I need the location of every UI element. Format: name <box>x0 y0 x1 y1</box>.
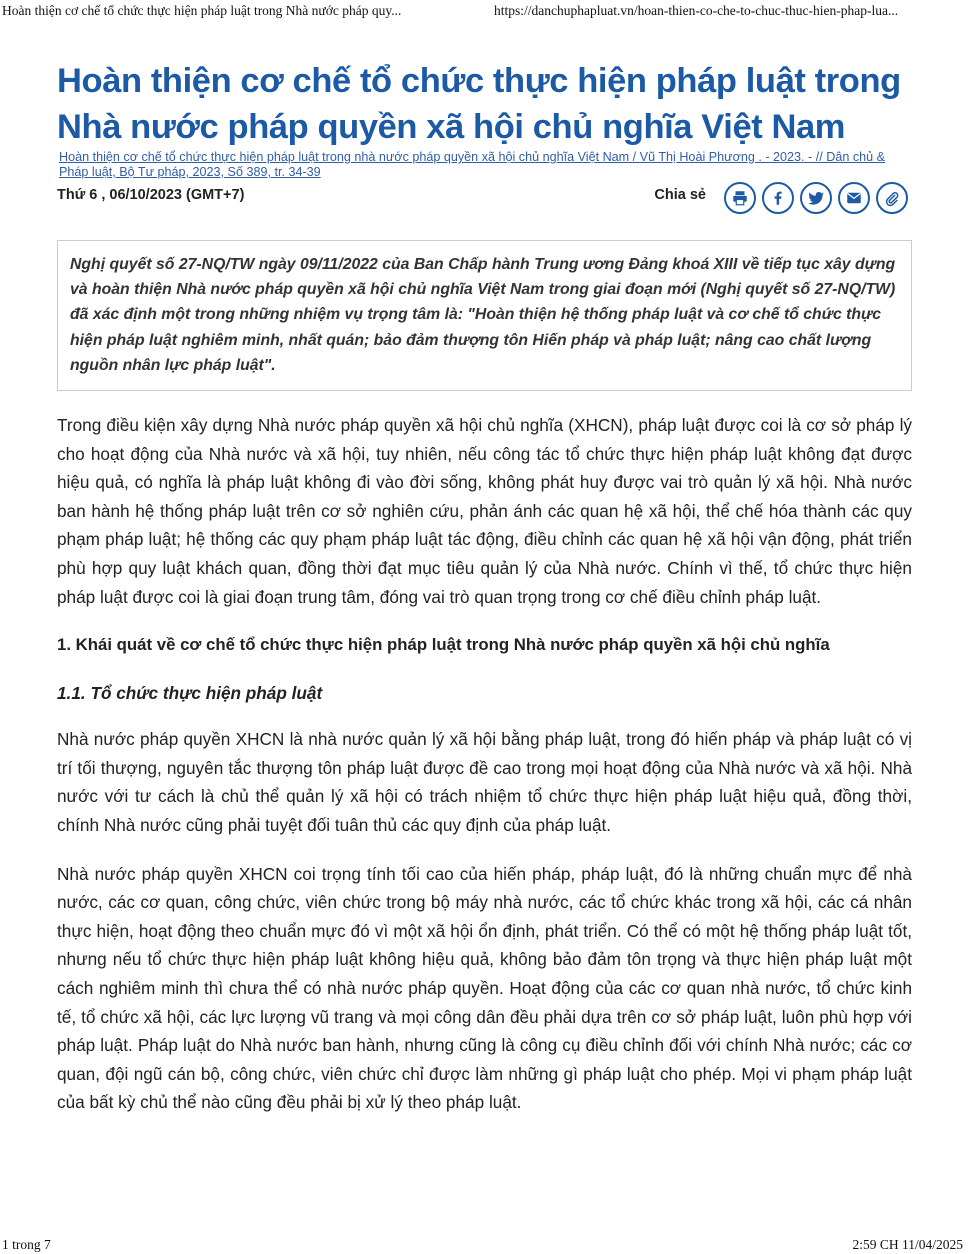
share-label: Chia sẻ <box>654 187 706 203</box>
article-meta <box>57 182 912 228</box>
facebook-share-button[interactable] <box>762 182 794 214</box>
email-icon <box>845 189 863 207</box>
copy-link-button[interactable] <box>876 182 908 214</box>
link-icon <box>883 189 901 207</box>
article <box>57 58 912 1117</box>
email-share-button[interactable] <box>838 182 870 214</box>
share-bar <box>654 182 908 214</box>
print-button[interactable] <box>724 182 756 214</box>
print-header <box>0 0 969 22</box>
print-page-title: Hoàn thiện cơ chế tổ chức thực hiện pháp luật trong Nhà nước pháp quy... <box>2 3 402 18</box>
section-heading: 1. Khái quát về cơ chế tổ chức thực hiện pháp luật trong Nhà nước pháp quyền xã hội chủ nghĩa <box>57 635 830 655</box>
twitter-icon <box>807 189 825 207</box>
print-icon <box>731 189 749 207</box>
body-paragraph-2: Nhà nước pháp quyền XHCN coi trọng tính tối cao của hiến pháp, pháp luật, đó là những chuẩn mực để nhà nước, các cơ quan, công chức, viên chức trong bộ máy nhà nước, các tổ chức khác trong xã hội, các cá nhân thực hiện, hoạt động theo chuẩn mực đó vì một xã hội ổn định, phát triển. Có thể có một hệ thống pháp luật tốt, nhưng nếu tổ chức thực hiện pháp luật không hiệu quả, không bảo đảm tôn trọng và thực hiện pháp luật một cách nghiêm minh thì chưa thể có nhà nước pháp quyền. Hoạt động của các cơ quan nhà nước, tổ chức kinh tế, tổ chức xã hội, các lực lượng vũ trang và mọi công dân đều phải dựa trên cơ sở pháp luật, luôn phù hợp với pháp luật. Pháp luật do Nhà nước ban hành, nhưng cũng là công cụ điều chỉnh đối với chính Nhà nước; các cơ quan, đội ngũ cán bộ, công chức, viên chức chỉ được làm những gì pháp luật cho phép. Mọi vi phạm pháp luật của bất kỳ chủ thể nào cũng đều phải bị xử lý theo pháp luật. <box>57 863 912 1113</box>
subsection-heading: 1.1. Tổ chức thực hiện pháp luật <box>57 683 323 704</box>
twitter-share-button[interactable] <box>800 182 832 214</box>
body-paragraph-1: Nhà nước pháp quyền XHCN là nhà nước quản lý xã hội bằng pháp luật, trong đó hiến pháp và pháp luật có vị trí tối thượng, nguyên tắc thượng tôn pháp luật được đề cao trong mọi hoạt động của Nhà nước và xã hội. Nhà nước với tư cách là chủ thể quản lý xã hội có trách nhiệm tổ chức thực hiện pháp luật hiệu quả, đồng thời, chính Nhà nước cũng phải tuyệt đối tuân thủ các quy định của pháp luật. <box>57 729 912 835</box>
print-timestamp: 2:59 CH 11/04/2025 <box>852 1237 963 1252</box>
facebook-icon <box>769 189 787 207</box>
print-url: https://danchuphapluat.vn/hoan-thien-co-che-to-chuc-thuc-hien-phap-lua... <box>494 3 899 18</box>
publish-date: Thứ 6 , 06/10/2023 (GMT+7) <box>57 187 245 203</box>
article-summary: Nghị quyết số 27-NQ/TW ngày 09/11/2022 của Ban Chấp hành Trung ương Đảng khoá XIII về tiếp tục xây dựng và hoàn thiện Nhà nước pháp quyền xã hội chủ nghĩa Việt Nam trong giai đoạn mới (Nghị quyết số 27-NQ/TW) đã xác định một trong những nhiệm vụ trọng tâm là: "Hoàn thiện hệ thống pháp luật và cơ chế tổ chức thực hiện pháp luật nghiêm minh, nhất quán; bảo đảm thượng tôn Hiến pháp và pháp luật; nâng cao chất lượng nguồn nhân lực pháp luật". <box>57 240 912 391</box>
print-footer <box>0 1235 969 1254</box>
intro-paragraph: Trong điều kiện xây dựng Nhà nước pháp quyền xã hội chủ nghĩa (XHCN), pháp luật được coi là cơ sở pháp lý cho hoạt động của Nhà nước và xã hội, tuy nhiên, nếu công tác tổ chức thực hiện pháp luật không đạt được hiệu quả, có nghĩa là pháp luật không đi vào đời sống, không phát huy được vai trò quản lý xã hội. Nhà nước ban hành hệ thống pháp luật trên cơ sở nghiên cứu, phản ánh các quan hệ xã hội, thể chế hóa thành các quy phạm pháp luật; hệ thống các quy phạm pháp luật tác động, điều chỉnh các quan hệ xã hội vận động, phát triển phù hợp quy luật khách quan, đồng thời đạt mục tiêu quản lý của Nhà nước. Chính vì thế, tổ chức thực hiện pháp luật được coi là giai đoạn trung tâm, đóng vai trò quan trọng trong cơ chế điều chỉnh pháp luật. <box>57 415 912 607</box>
article-title: Hoàn thiện cơ chế tổ chức thực hiện pháp luật trong Nhà nước pháp quyền xã hội chủ nghĩa Việt Nam <box>57 62 901 146</box>
page-indicator: 1 trong 7 <box>2 1237 51 1252</box>
citation-link[interactable]: Hoàn thiện cơ chế tổ chức thực hiện pháp luật trong nhà nước pháp quyền xã hội chủ nghĩa Việt Nam / Vũ Thị Hoài Phương . - 2023. - // Dân chủ & Pháp luật, Bộ Tư pháp, 2023, Số 389, tr. 34-39 <box>59 150 886 179</box>
